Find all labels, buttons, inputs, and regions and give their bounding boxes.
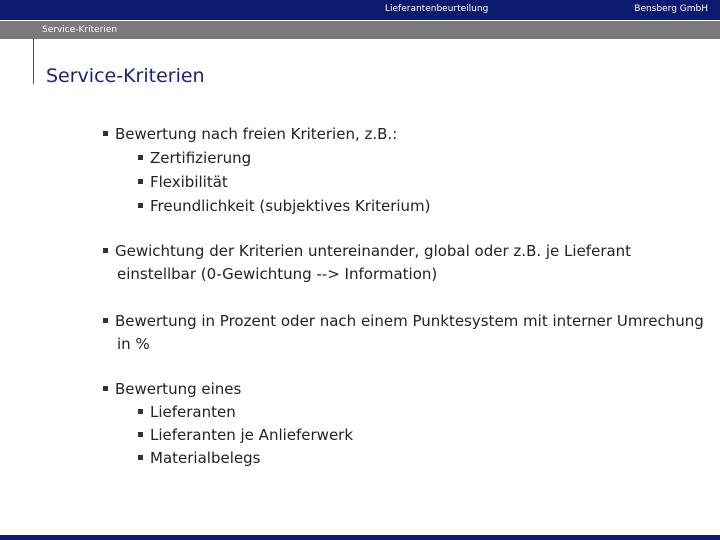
bullet-continuation: einstellbar (0-Gewichtung --> Information): [117, 265, 438, 283]
sub-bullet-text: Flexibilität: [150, 173, 228, 191]
header-company: Bensberg GmbH: [634, 4, 708, 14]
bullet-marker: [138, 409, 143, 414]
sub-bullet-text: Freundlichkeit (subjektives Kriterium): [150, 197, 431, 215]
sub-bullet-item: [138, 447, 260, 470]
bullet-text: Bewertung in Prozent oder nach einem Punktesystem mit interner Umrechung: [115, 312, 704, 330]
bullet-item: [103, 378, 241, 401]
bullet-text: Bewertung nach freien Kriterien, z.B.:: [115, 125, 398, 143]
sub-bullet-item: [138, 195, 431, 218]
bullet-marker: [138, 203, 143, 208]
bullet-marker: [103, 248, 108, 253]
sub-bullet-text: Zertifizierung: [150, 149, 252, 167]
footer-bar: [0, 535, 720, 540]
sub-bullet-item: [138, 171, 228, 194]
bullet-item: [103, 123, 397, 146]
bullet-text: Bewertung eines: [115, 380, 242, 398]
sub-bullet-item: [138, 401, 236, 424]
bullet-marker: [103, 386, 108, 391]
bullet-marker: [103, 318, 108, 323]
bullet-marker: [138, 179, 143, 184]
header-title: Lieferantenbeurteilung: [385, 4, 489, 14]
sub-bullet-item: [138, 424, 353, 447]
sub-bullet-text: Lieferanten je Anlieferwerk: [150, 426, 354, 444]
bullet-marker: [138, 432, 143, 437]
section-label: Service-Kriterien: [42, 25, 118, 35]
sub-bullet-item: [138, 147, 251, 170]
bullet-item: [103, 240, 631, 263]
bullet-marker: [103, 131, 108, 136]
bullet-marker: [138, 155, 143, 160]
bullet-marker: [138, 455, 143, 460]
bullet-continuation: in %: [117, 335, 150, 353]
slide-title: Service-Kriterien: [46, 65, 205, 87]
bullet-text: Gewichtung der Kriterien untereinander, global oder z.B. je Lieferant: [115, 242, 632, 260]
sub-bullet-text: Lieferanten: [150, 403, 236, 421]
sub-bullet-text: Materialbelegs: [150, 449, 261, 467]
bullet-item: [103, 310, 704, 333]
